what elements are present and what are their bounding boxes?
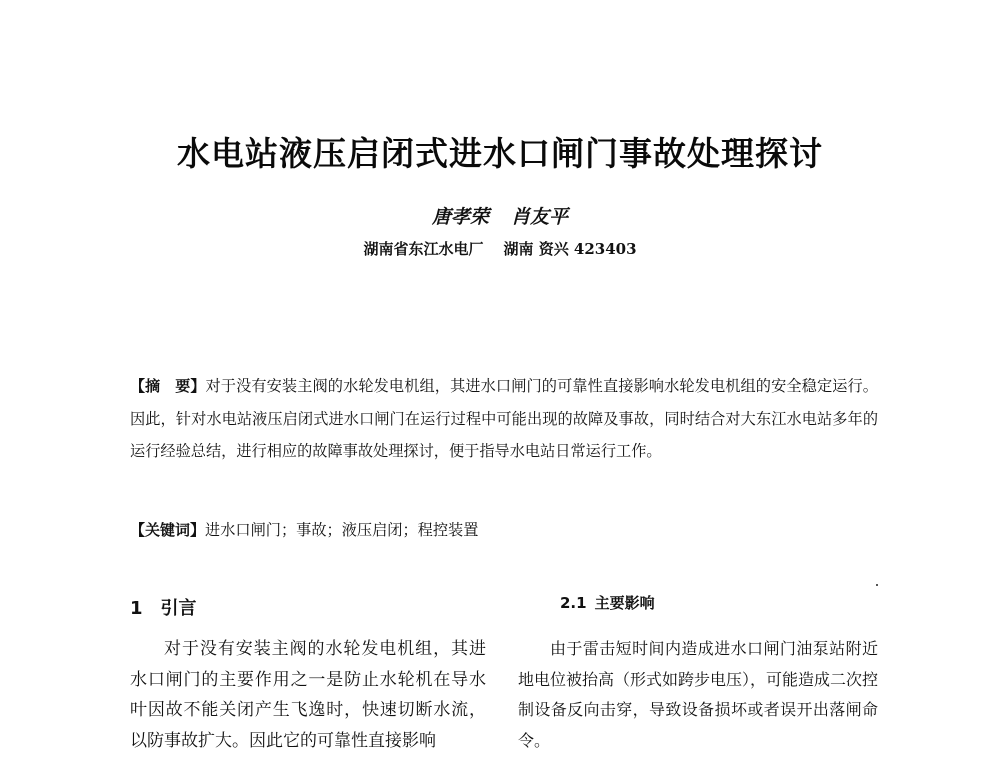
keywords-text: 进水口闸门；事故；液压启闭；程控装置: [205, 521, 479, 539]
paper-title: 水电站液压启闭式进水口闸门事故处理探讨: [177, 134, 823, 173]
section-title: 主要影响: [594, 594, 655, 612]
abstract: [130, 370, 878, 468]
section-number: 2.1: [560, 594, 587, 612]
keywords: [130, 515, 878, 545]
author-name: 肖友平: [511, 206, 569, 228]
abstract-label: 【摘 要】: [130, 377, 206, 395]
scan-speck: [876, 584, 878, 586]
author-list: [0, 202, 1000, 229]
abstract-text: 对于没有安装主阀的水轮发电机组，其进水口闸门的可靠性直接影响水轮发电机组的安全稳定运行。因此，针对水电站液压启闭式进水口闸门在运行过程中可能出现的故障及事故，同时结合对大东江水电站多年的运行经验总结，进行相应的故障事故处理探讨，便于指导水电站日常运行工作。: [130, 377, 878, 460]
section-1-heading: [130, 594, 197, 620]
section-title: 引言: [160, 598, 197, 619]
keywords-label: 【关键词】: [130, 521, 206, 539]
section-1-body: 对于没有安装主阀的水轮发电机组，其进水口闸门的主要作用之一是防止水轮机在导水叶因故不能关闭产生飞逸时，快速切断水流，以防事故扩大。因此它的可靠性直接影响: [130, 639, 486, 751]
affiliation-org: 湖南省东江水电厂: [363, 240, 484, 258]
section-number: 1: [130, 598, 143, 619]
author-name: 唐孝荣: [431, 206, 489, 228]
affiliation: [0, 238, 1000, 259]
section-2-1-body: 由于雷击短时间内造成进水口闸门油泵站附近地电位被抬高（形式如跨步电压），可能造成二次控制设备反向击穿，导致设备损坏或者误开出落闸命令。: [518, 639, 879, 750]
section-2-1-heading: [560, 592, 655, 613]
affiliation-location: 湖南 资兴 423403: [503, 240, 637, 258]
